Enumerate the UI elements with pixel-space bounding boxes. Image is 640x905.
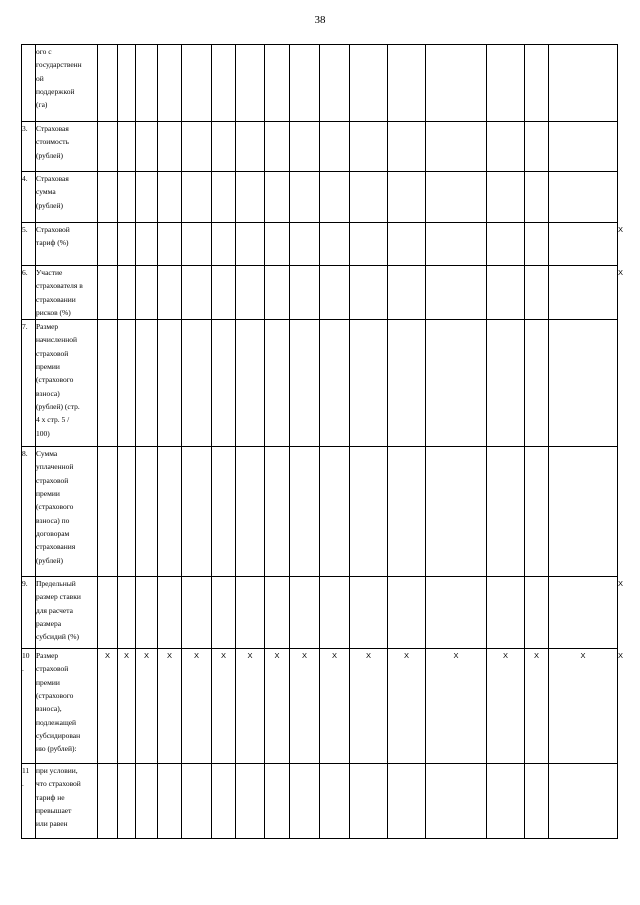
empty-cell	[265, 320, 290, 447]
empty-cell	[388, 320, 426, 447]
row-label: Размер страховой премии (страхового взноса), подлежащей субсидирован ию (рублей):	[36, 649, 98, 764]
empty-cell	[350, 223, 388, 266]
empty-cell	[426, 122, 487, 172]
page-number: 38	[314, 14, 326, 26]
empty-cell	[525, 266, 549, 320]
empty-cell	[236, 764, 265, 839]
empty-cell	[290, 266, 320, 320]
empty-cell	[525, 223, 549, 266]
empty-cell	[182, 223, 212, 266]
row-number: 9.	[22, 577, 36, 649]
empty-cell	[426, 223, 487, 266]
empty-cell	[549, 172, 618, 223]
empty-cell	[525, 447, 549, 577]
empty-cell	[212, 447, 236, 577]
empty-cell	[118, 45, 136, 122]
empty-cell	[426, 172, 487, 223]
empty-cell	[118, 577, 136, 649]
x-mark-cell: X	[290, 649, 320, 764]
empty-cell	[158, 320, 182, 447]
empty-cell	[549, 45, 618, 122]
row-label: Предельный размер ставки для расчета размера субсидий (%)	[36, 577, 98, 649]
empty-cell	[158, 764, 182, 839]
empty-cell	[426, 447, 487, 577]
empty-cell	[136, 447, 158, 577]
table-row	[22, 172, 618, 223]
empty-cell	[549, 577, 618, 649]
empty-cell	[320, 320, 350, 447]
x-mark-cell: X	[236, 649, 265, 764]
empty-cell	[549, 764, 618, 839]
empty-cell	[265, 172, 290, 223]
empty-cell	[350, 764, 388, 839]
empty-cell	[158, 223, 182, 266]
empty-cell	[118, 172, 136, 223]
empty-cell	[426, 577, 487, 649]
empty-cell	[265, 764, 290, 839]
empty-cell	[212, 577, 236, 649]
empty-cell	[182, 577, 212, 649]
empty-cell	[136, 45, 158, 122]
empty-cell	[136, 266, 158, 320]
empty-cell	[182, 447, 212, 577]
empty-cell	[236, 122, 265, 172]
empty-cell	[549, 320, 618, 447]
empty-cell	[549, 447, 618, 577]
empty-cell	[136, 320, 158, 447]
row-label: Сумма уплаченной страховой премии (страхового взноса) по договорам страхования (рублей)	[36, 447, 98, 577]
empty-cell	[158, 577, 182, 649]
x-mark-cell: X	[136, 649, 158, 764]
table-row	[22, 45, 618, 122]
table-row: 5. Страховой тариф (%) X	[22, 223, 618, 266]
empty-cell	[549, 223, 618, 266]
empty-cell	[525, 577, 549, 649]
empty-cell	[158, 172, 182, 223]
empty-cell	[350, 266, 388, 320]
empty-cell	[487, 447, 525, 577]
empty-cell	[118, 266, 136, 320]
row-number: 11 .	[22, 764, 36, 839]
x-mark-cell: X	[98, 649, 118, 764]
x-mark-cell: X	[158, 649, 182, 764]
table-row: 6. Участие страхователя в страховании рисков (%) X	[22, 266, 618, 320]
x-mark-cell: X	[350, 649, 388, 764]
empty-cell	[388, 122, 426, 172]
empty-cell	[388, 172, 426, 223]
empty-cell	[212, 122, 236, 172]
empty-cell	[98, 45, 118, 122]
row-label: Страховой тариф (%)	[36, 223, 98, 266]
empty-cell	[525, 122, 549, 172]
x-mark-cell: X	[118, 649, 136, 764]
empty-cell	[487, 764, 525, 839]
empty-cell	[487, 122, 525, 172]
empty-cell	[388, 764, 426, 839]
empty-cell	[487, 172, 525, 223]
empty-cell	[265, 122, 290, 172]
table-row: 9. Предельный размер ставки для расчета размера субсидий (%) X	[22, 577, 618, 649]
empty-cell	[212, 320, 236, 447]
empty-cell	[182, 764, 212, 839]
empty-cell	[388, 45, 426, 122]
row-number: 6.	[22, 266, 36, 320]
table-row	[22, 122, 618, 172]
empty-cell	[525, 172, 549, 223]
empty-cell	[236, 320, 265, 447]
empty-cell	[290, 447, 320, 577]
empty-cell	[320, 223, 350, 266]
empty-cell	[98, 577, 118, 649]
empty-cell	[136, 122, 158, 172]
empty-cell	[158, 122, 182, 172]
empty-cell	[290, 122, 320, 172]
empty-cell	[426, 320, 487, 447]
empty-cell	[212, 45, 236, 122]
empty-cell	[182, 266, 212, 320]
empty-cell	[158, 45, 182, 122]
empty-cell	[236, 447, 265, 577]
empty-cell	[265, 45, 290, 122]
x-mark-cell: X	[487, 649, 525, 764]
empty-cell	[350, 45, 388, 122]
empty-cell	[212, 764, 236, 839]
empty-cell	[487, 577, 525, 649]
empty-cell	[487, 45, 525, 122]
empty-cell	[98, 764, 118, 839]
row-label: ого с государственн ой поддержкой (га)	[36, 45, 98, 122]
row-label: Страховая стоимость (рублей)	[36, 122, 98, 172]
empty-cell	[426, 764, 487, 839]
empty-cell	[98, 223, 118, 266]
empty-cell	[290, 320, 320, 447]
empty-cell	[98, 320, 118, 447]
empty-cell	[320, 122, 350, 172]
empty-cell	[118, 764, 136, 839]
empty-cell	[98, 172, 118, 223]
empty-cell	[525, 320, 549, 447]
data-table	[21, 44, 624, 839]
empty-cell	[136, 577, 158, 649]
empty-cell	[265, 266, 290, 320]
table-row	[22, 320, 618, 447]
table-row	[22, 447, 618, 577]
empty-cell	[320, 172, 350, 223]
empty-cell	[388, 447, 426, 577]
empty-cell	[265, 577, 290, 649]
empty-cell	[182, 45, 212, 122]
empty-cell	[236, 223, 265, 266]
x-mark-cell: X	[212, 649, 236, 764]
empty-cell	[350, 172, 388, 223]
row-label: Размер начисленной страховой премии (страхового взноса) (рублей) (стр. 4 x стр. 5 / 100)	[36, 320, 98, 447]
row-number: 5.	[22, 223, 36, 266]
empty-cell	[388, 577, 426, 649]
empty-cell	[236, 45, 265, 122]
x-mark-cell: X	[182, 649, 212, 764]
empty-cell	[182, 172, 212, 223]
empty-cell	[426, 45, 487, 122]
x-mark-cell: X	[320, 649, 350, 764]
row-number: 4.	[22, 172, 36, 223]
empty-cell	[290, 45, 320, 122]
empty-cell	[350, 320, 388, 447]
empty-cell	[525, 764, 549, 839]
empty-cell	[487, 223, 525, 266]
empty-cell	[236, 172, 265, 223]
row-number: 3.	[22, 122, 36, 172]
empty-cell	[158, 266, 182, 320]
empty-cell	[212, 266, 236, 320]
empty-cell	[549, 266, 618, 320]
empty-cell	[290, 577, 320, 649]
empty-cell	[98, 447, 118, 577]
row-number	[22, 45, 36, 122]
empty-cell	[136, 172, 158, 223]
empty-cell	[265, 223, 290, 266]
empty-cell	[487, 320, 525, 447]
empty-cell	[236, 577, 265, 649]
empty-cell	[320, 764, 350, 839]
empty-cell	[98, 266, 118, 320]
empty-cell	[118, 122, 136, 172]
empty-cell	[320, 266, 350, 320]
empty-cell	[136, 764, 158, 839]
table-row	[22, 764, 618, 839]
x-mark-cell: X	[525, 649, 549, 764]
empty-cell	[118, 320, 136, 447]
empty-cell	[212, 172, 236, 223]
empty-cell	[98, 122, 118, 172]
empty-cell	[136, 223, 158, 266]
x-mark-cell: X	[265, 649, 290, 764]
row-number: 7.	[22, 320, 36, 447]
empty-cell	[320, 577, 350, 649]
empty-cell	[236, 266, 265, 320]
empty-cell	[350, 577, 388, 649]
empty-cell	[182, 320, 212, 447]
empty-cell	[158, 447, 182, 577]
empty-cell	[182, 122, 212, 172]
empty-cell	[426, 266, 487, 320]
x-mark-cell: X	[426, 649, 487, 764]
empty-cell	[388, 223, 426, 266]
empty-cell	[118, 223, 136, 266]
row-number: 10 .	[22, 649, 36, 764]
empty-cell	[350, 447, 388, 577]
row-label: при условии, что страховой тариф не превышает или равен	[36, 764, 98, 839]
x-mark-cell: X	[388, 649, 426, 764]
table-row: 10 . Размер страховой премии (страхового взноса), подлежащей субсидирован ию (рублей): X X X X X X X X X X X X X X X X X	[22, 649, 618, 764]
empty-cell	[265, 447, 290, 577]
empty-cell	[118, 447, 136, 577]
empty-cell	[487, 266, 525, 320]
empty-cell	[212, 223, 236, 266]
row-label: Участие страхователя в страховании рисков (%)	[36, 266, 98, 320]
row-label: Страховая сумма (рублей)	[36, 172, 98, 223]
empty-cell	[290, 172, 320, 223]
empty-cell	[320, 45, 350, 122]
row-number: 8.	[22, 447, 36, 577]
empty-cell	[549, 122, 618, 172]
empty-cell	[290, 223, 320, 266]
empty-cell	[388, 266, 426, 320]
empty-cell	[290, 764, 320, 839]
empty-cell	[320, 447, 350, 577]
x-mark-cell: X	[549, 649, 618, 764]
empty-cell	[525, 45, 549, 122]
empty-cell	[350, 122, 388, 172]
